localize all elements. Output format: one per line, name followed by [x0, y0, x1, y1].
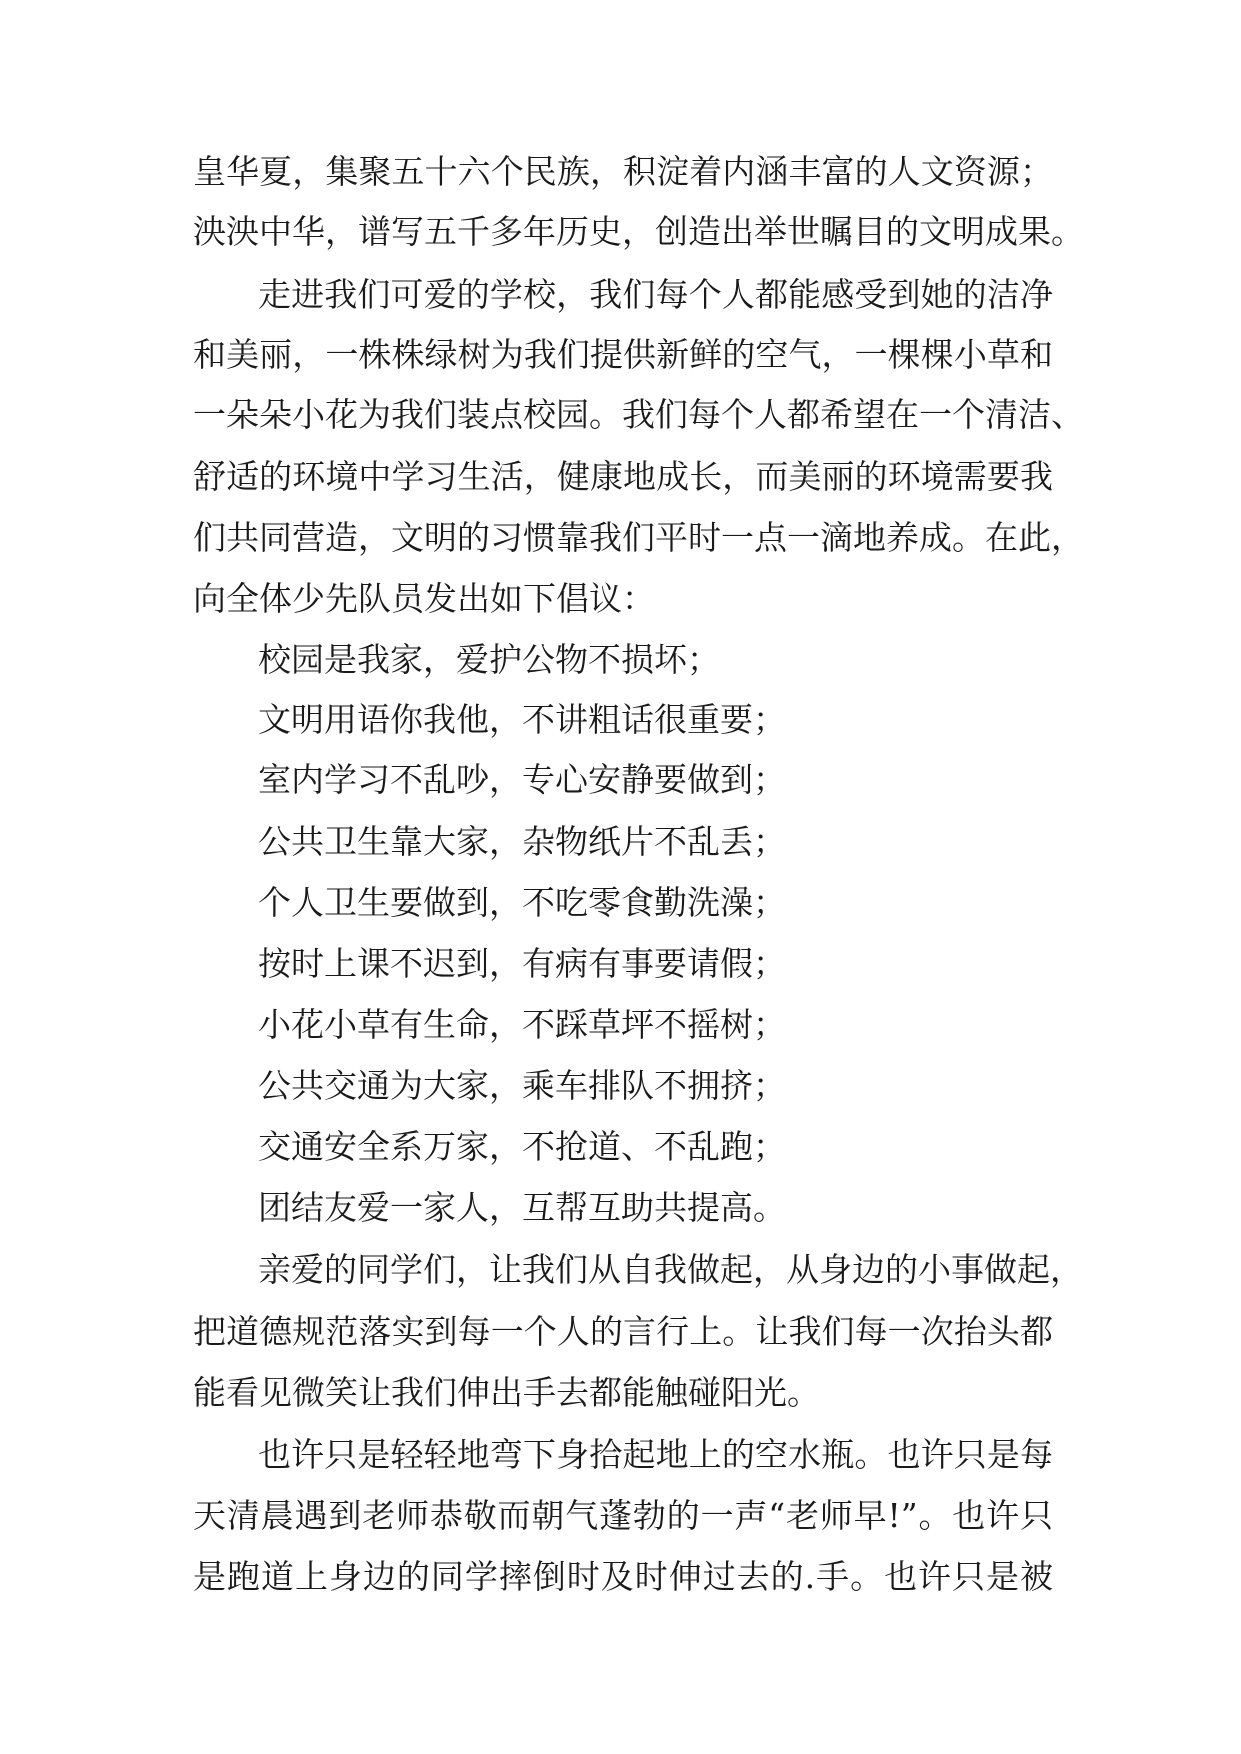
proposal-item: 团结友爱一家人，互帮互助共提高。: [258, 1188, 786, 1227]
paragraph-line: 亲爱的同学们，让我们从自我做起，从身边的小事做起，: [258, 1250, 1083, 1289]
paragraph-line: 是跑道上身边的同学摔倒时及时伸过去的.手。也许只是被: [193, 1557, 1053, 1596]
proposal-item: 交通安全系万家，不抢道、不乱跑；: [258, 1127, 786, 1166]
paragraph-line: 泱泱中华，谱写五千多年历史，创造出举世瞩目的文明成果。: [193, 212, 1084, 251]
proposal-item: 文明用语你我他，不讲粗话很重要；: [258, 700, 786, 739]
paragraph-line: 能看见微笑让我们伸出手去都能触碰阳光。: [193, 1373, 820, 1412]
paragraph-line: 天清晨遇到老师恭敬而朝气蓬勃的一声“老师早!”。也许只: [193, 1496, 1053, 1535]
paragraph-line: 走进我们可爱的学校，我们每个人都能感受到她的洁净: [258, 275, 1053, 314]
paragraph-line: 向全体少先队员发出如下倡议：: [193, 579, 655, 618]
paragraph-line: 舒适的环境中学习生活，健康地成长，而美丽的环境需要我: [193, 457, 1053, 496]
proposal-item: 公共交通为大家，乘车排队不拥挤；: [258, 1066, 786, 1105]
paragraph-line: 把道德规范落实到每一个人的言行上。让我们每一次抬头都: [193, 1312, 1053, 1351]
paragraph-line: 和美丽，一株株绿树为我们提供新鲜的空气，一棵棵小草和: [193, 335, 1053, 374]
paragraph-line: 也许只是轻轻地弯下身拾起地上的空水瓶。也许只是每: [258, 1435, 1053, 1474]
proposal-item: 个人卫生要做到，不吃零食勤洗澡；: [258, 883, 786, 922]
paragraph-line: 一朵朵小花为我们装点校园。我们每个人都希望在一个清洁、: [193, 395, 1084, 434]
paragraph-line: 皇华夏，集聚五十六个民族，积淀着内涵丰富的人文资源；: [193, 152, 1053, 191]
proposal-item: 小花小草有生命，不踩草坪不摇树；: [258, 1005, 786, 1044]
proposal-item: 按时上课不迟到，有病有事要请假；: [258, 944, 786, 983]
proposal-item: 校园是我家，爱护公物不损坏；: [258, 640, 720, 679]
proposal-item: 公共卫生靠大家，杂物纸片不乱丢；: [258, 822, 786, 861]
proposal-item: 室内学习不乱吵，专心安静要做到；: [258, 760, 786, 799]
paragraph-line: 们共同营造，文明的习惯靠我们平时一点一滴地养成。在此，: [193, 518, 1084, 557]
